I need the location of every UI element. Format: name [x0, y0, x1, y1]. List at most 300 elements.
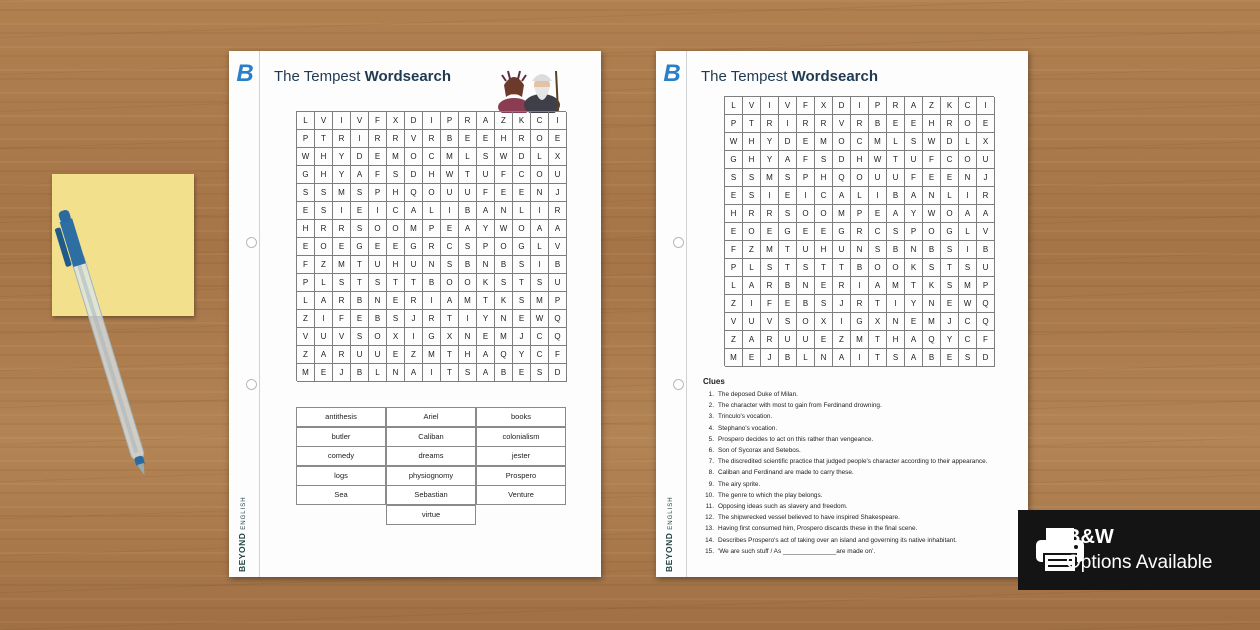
grid-cell: O: [405, 148, 423, 166]
grid-cell: U: [977, 259, 995, 277]
grid-cell: O: [959, 115, 977, 133]
clue-item: [703, 411, 1023, 422]
word-list-item: Venture: [476, 485, 566, 505]
grid-cell: F: [725, 241, 743, 259]
grid-cell: N: [531, 184, 549, 202]
brand-logo-icon: B: [236, 60, 254, 87]
grid-cell: I: [761, 97, 779, 115]
grid-cell: M: [459, 292, 477, 310]
grid-cell: F: [797, 97, 815, 115]
grid-cell: E: [743, 349, 761, 367]
grid-cell: U: [743, 313, 761, 331]
grid-cell: A: [531, 220, 549, 238]
grid-cell: H: [387, 184, 405, 202]
clue-text: The airy sprite.: [718, 480, 761, 488]
grid-cell: E: [815, 331, 833, 349]
grid-cell: E: [351, 310, 369, 328]
grid-cell: C: [531, 346, 549, 364]
grid-cell: B: [977, 241, 995, 259]
clue-item: [703, 434, 1023, 445]
grid-cell: W: [495, 148, 513, 166]
grid-cell: L: [297, 112, 315, 130]
clue-number: 10.: [705, 491, 714, 499]
grid-cell: M: [959, 277, 977, 295]
grid-cell: P: [441, 112, 459, 130]
grid-cell: S: [351, 328, 369, 346]
grid-cell: B: [369, 310, 387, 328]
letter-grid: [724, 96, 994, 366]
grid-cell: C: [959, 313, 977, 331]
grid-cell: D: [549, 364, 567, 382]
grid-cell: M: [887, 277, 905, 295]
grid-cell: D: [833, 97, 851, 115]
grid-cell: J: [405, 310, 423, 328]
grid-cell: W: [531, 310, 549, 328]
grid-cell: N: [923, 187, 941, 205]
grid-cell: I: [851, 277, 869, 295]
grid-cell: A: [833, 349, 851, 367]
grid-cell: R: [333, 130, 351, 148]
grid-cell: Z: [297, 346, 315, 364]
grid-cell: N: [887, 313, 905, 331]
clue-item: [703, 479, 1023, 490]
word-list-item: Prospero: [476, 466, 566, 486]
grid-cell: O: [369, 220, 387, 238]
grid-cell: M: [869, 133, 887, 151]
grid-cell: C: [531, 328, 549, 346]
grid-cell: Z: [743, 241, 761, 259]
grid-cell: O: [531, 166, 549, 184]
grid-cell: F: [495, 166, 513, 184]
grid-cell: E: [869, 205, 887, 223]
grid-cell: E: [905, 313, 923, 331]
grid-cell: X: [387, 328, 405, 346]
grid-cell: F: [297, 256, 315, 274]
grid-cell: A: [779, 151, 797, 169]
grid-cell: R: [941, 115, 959, 133]
grid-cell: R: [513, 130, 531, 148]
grid-cell: H: [459, 346, 477, 364]
clue-number: 8.: [708, 469, 714, 477]
grid-cell: O: [887, 259, 905, 277]
grid-cell: O: [459, 274, 477, 292]
grid-cell: I: [333, 112, 351, 130]
grid-cell: M: [333, 184, 351, 202]
grid-cell: H: [851, 151, 869, 169]
grid-cell: M: [923, 313, 941, 331]
grid-cell: O: [869, 259, 887, 277]
grid-cell: S: [531, 274, 549, 292]
grid-cell: H: [387, 256, 405, 274]
grid-cell: B: [779, 349, 797, 367]
punch-hole: [673, 379, 684, 390]
grid-cell: I: [833, 313, 851, 331]
grid-cell: I: [869, 187, 887, 205]
grid-cell: S: [743, 187, 761, 205]
grid-cell: Y: [513, 346, 531, 364]
clue-number: 2.: [708, 402, 714, 410]
grid-cell: E: [387, 292, 405, 310]
grid-cell: I: [959, 241, 977, 259]
grid-cell: A: [441, 292, 459, 310]
grid-cell: Z: [923, 97, 941, 115]
grid-cell: S: [779, 313, 797, 331]
grid-cell: H: [495, 130, 513, 148]
grid-cell: I: [779, 115, 797, 133]
word-list-item: physiognomy: [386, 466, 476, 486]
grid-cell: A: [405, 202, 423, 220]
grid-cell: T: [441, 310, 459, 328]
grid-cell: L: [941, 187, 959, 205]
word-list-item: butler: [296, 427, 386, 447]
grid-cell: J: [761, 349, 779, 367]
grid-cell: B: [495, 256, 513, 274]
worksheet-page-bw: [656, 51, 1028, 577]
grid-cell: B: [423, 274, 441, 292]
grid-cell: E: [387, 346, 405, 364]
grid-cell: U: [351, 346, 369, 364]
grid-cell: D: [405, 112, 423, 130]
word-list-item: books: [476, 407, 566, 427]
grid-cell: P: [477, 238, 495, 256]
grid-cell: N: [923, 295, 941, 313]
brand-side-text: BEYOND ENGLISH: [664, 496, 674, 572]
grid-cell: S: [459, 238, 477, 256]
grid-cell: S: [441, 256, 459, 274]
grid-cell: W: [923, 205, 941, 223]
grid-cell: E: [797, 223, 815, 241]
grid-cell: U: [797, 331, 815, 349]
grid-cell: B: [869, 115, 887, 133]
grid-cell: N: [797, 277, 815, 295]
grid-cell: W: [725, 133, 743, 151]
grid-cell: U: [369, 256, 387, 274]
grid-cell: E: [369, 148, 387, 166]
punch-hole: [246, 379, 257, 390]
grid-cell: B: [351, 364, 369, 382]
clue-number: 11.: [705, 503, 714, 511]
grid-cell: O: [315, 238, 333, 256]
grid-cell: D: [779, 133, 797, 151]
grid-cell: P: [423, 220, 441, 238]
clue-text: The character with most to gain from Ferdinand drowning.: [718, 402, 882, 410]
page-title: The Tempest Wordsearch: [274, 68, 452, 85]
grid-cell: I: [531, 256, 549, 274]
grid-cell: G: [405, 238, 423, 256]
grid-cell: S: [315, 202, 333, 220]
grid-cell: M: [725, 349, 743, 367]
grid-cell: Y: [477, 310, 495, 328]
grid-cell: I: [315, 310, 333, 328]
grid-cell: O: [923, 223, 941, 241]
grid-cell: I: [851, 97, 869, 115]
grid-cell: L: [959, 133, 977, 151]
grid-cell: G: [351, 238, 369, 256]
grid-cell: F: [761, 295, 779, 313]
grid-cell: R: [761, 331, 779, 349]
grid-cell: A: [549, 220, 567, 238]
grid-cell: H: [297, 220, 315, 238]
grid-cell: E: [815, 277, 833, 295]
grid-cell: A: [315, 292, 333, 310]
grid-cell: Z: [405, 346, 423, 364]
grid-cell: B: [495, 364, 513, 382]
grid-cell: U: [887, 169, 905, 187]
grid-cell: S: [779, 169, 797, 187]
grid-cell: J: [833, 295, 851, 313]
grid-cell: M: [297, 364, 315, 382]
grid-cell: S: [959, 259, 977, 277]
grid-cell: B: [549, 256, 567, 274]
grid-cell: S: [959, 349, 977, 367]
grid-cell: P: [869, 97, 887, 115]
grid-cell: S: [387, 166, 405, 184]
grid-cell: L: [887, 133, 905, 151]
grid-cell: E: [513, 310, 531, 328]
grid-cell: T: [869, 331, 887, 349]
worksheet-page-colour: [229, 51, 601, 577]
grid-cell: G: [297, 166, 315, 184]
grid-cell: P: [797, 169, 815, 187]
grid-cell: T: [887, 151, 905, 169]
grid-cell: C: [959, 97, 977, 115]
grid-cell: X: [549, 148, 567, 166]
clue-item: [703, 535, 1023, 546]
clue-item: [703, 523, 1023, 534]
grid-cell: W: [869, 151, 887, 169]
clue-text: Trinculo's vocation.: [718, 413, 773, 421]
grid-cell: R: [761, 277, 779, 295]
grid-cell: Y: [761, 133, 779, 151]
grid-cell: S: [761, 259, 779, 277]
grid-cell: A: [477, 364, 495, 382]
grid-cell: O: [851, 169, 869, 187]
clue-text: 'We are such stuff / As _______________are made on'.: [718, 547, 876, 555]
grid-cell: B: [887, 187, 905, 205]
grid-cell: R: [851, 223, 869, 241]
grid-cell: L: [423, 202, 441, 220]
grid-cell: S: [495, 274, 513, 292]
punch-hole: [673, 237, 684, 248]
grid-cell: D: [977, 349, 995, 367]
grid-cell: U: [905, 151, 923, 169]
grid-cell: N: [495, 310, 513, 328]
grid-cell: A: [905, 187, 923, 205]
grid-cell: Y: [333, 148, 351, 166]
clue-text: The discredited scientific practice that judged people's character according to their appearance.: [718, 458, 988, 466]
grid-cell: J: [941, 313, 959, 331]
grid-cell: G: [779, 223, 797, 241]
grid-cell: E: [779, 295, 797, 313]
grid-cell: O: [423, 184, 441, 202]
grid-cell: U: [549, 166, 567, 184]
word-list-item: Sebastian: [386, 485, 476, 505]
grid-cell: P: [297, 130, 315, 148]
grid-cell: O: [797, 313, 815, 331]
grid-cell: E: [815, 223, 833, 241]
grid-cell: S: [513, 256, 531, 274]
grid-cell: L: [797, 349, 815, 367]
grid-cell: N: [459, 328, 477, 346]
grid-cell: M: [495, 328, 513, 346]
grid-cell: H: [923, 115, 941, 133]
grid-cell: R: [405, 292, 423, 310]
grid-cell: R: [423, 238, 441, 256]
grid-cell: D: [513, 148, 531, 166]
grid-cell: F: [905, 169, 923, 187]
grid-cell: H: [743, 151, 761, 169]
grid-cell: I: [441, 202, 459, 220]
clue-text: Caliban and Ferdinand are made to carry these.: [718, 469, 854, 477]
grid-cell: C: [441, 238, 459, 256]
grid-cell: A: [459, 220, 477, 238]
grid-cell: V: [977, 223, 995, 241]
grid-cell: J: [977, 169, 995, 187]
grid-cell: V: [297, 328, 315, 346]
grid-cell: B: [351, 292, 369, 310]
grid-cell: A: [905, 331, 923, 349]
grid-cell: C: [423, 148, 441, 166]
word-list-item: colonialism: [476, 427, 566, 447]
grid-cell: U: [369, 346, 387, 364]
grid-cell: M: [423, 346, 441, 364]
grid-cell: S: [369, 274, 387, 292]
grid-cell: K: [477, 274, 495, 292]
grid-cell: U: [869, 169, 887, 187]
grid-cell: T: [387, 274, 405, 292]
grid-cell: J: [549, 184, 567, 202]
grid-cell: P: [725, 115, 743, 133]
grid-cell: I: [423, 364, 441, 382]
grid-cell: Z: [833, 331, 851, 349]
grid-cell: U: [797, 241, 815, 259]
grid-cell: O: [441, 274, 459, 292]
grid-cell: S: [387, 310, 405, 328]
grid-cell: A: [905, 349, 923, 367]
clues-heading: Clues: [703, 377, 725, 386]
grid-cell: D: [351, 148, 369, 166]
grid-cell: V: [743, 97, 761, 115]
grid-cell: R: [549, 202, 567, 220]
grid-cell: G: [423, 328, 441, 346]
clue-item: [703, 456, 1023, 467]
clue-text: The shipwrecked vessel believed to have inspired Shakespeare.: [718, 514, 900, 522]
grid-cell: A: [405, 364, 423, 382]
clue-number: 1.: [708, 391, 714, 398]
clue-text: Prospero decides to act on this rather than vengeance.: [718, 435, 874, 443]
grid-cell: E: [941, 295, 959, 313]
grid-cell: T: [833, 259, 851, 277]
grid-cell: S: [779, 205, 797, 223]
grid-cell: T: [441, 346, 459, 364]
grid-cell: E: [941, 169, 959, 187]
grid-cell: I: [531, 202, 549, 220]
grid-cell: L: [459, 148, 477, 166]
grid-cell: S: [477, 148, 495, 166]
grid-cell: H: [315, 148, 333, 166]
grid-cell: S: [459, 364, 477, 382]
grid-cell: R: [333, 346, 351, 364]
grid-cell: K: [941, 97, 959, 115]
clue-number: 14.: [705, 536, 714, 544]
clue-number: 13.: [705, 525, 714, 533]
grid-cell: W: [441, 166, 459, 184]
word-list-item: Sea: [296, 485, 386, 505]
grid-cell: S: [315, 184, 333, 202]
grid-cell: N: [387, 364, 405, 382]
grid-cell: R: [815, 115, 833, 133]
clue-text: Opposing ideas such as slavery and freedom.: [718, 503, 848, 511]
grid-cell: I: [549, 112, 567, 130]
clue-text: Son of Sycorax and Setebos.: [718, 447, 801, 455]
grid-cell: C: [513, 166, 531, 184]
grid-cell: A: [869, 277, 887, 295]
grid-cell: A: [351, 166, 369, 184]
grid-cell: E: [315, 364, 333, 382]
grid-cell: R: [887, 97, 905, 115]
grid-cell: Z: [725, 331, 743, 349]
grid-cell: N: [369, 292, 387, 310]
grid-cell: S: [531, 364, 549, 382]
grid-cell: V: [333, 328, 351, 346]
grid-cell: Y: [941, 331, 959, 349]
grid-cell: M: [815, 133, 833, 151]
grid-cell: E: [725, 187, 743, 205]
grid-cell: E: [495, 184, 513, 202]
clue-item: [703, 445, 1023, 456]
grid-cell: H: [725, 205, 743, 223]
grid-cell: B: [887, 241, 905, 259]
clue-number: 15.: [705, 547, 714, 555]
grid-cell: O: [495, 238, 513, 256]
grid-cell: X: [977, 133, 995, 151]
grid-cell: I: [351, 130, 369, 148]
clue-item: [703, 423, 1023, 434]
grid-cell: E: [333, 238, 351, 256]
grid-cell: P: [905, 223, 923, 241]
grid-cell: A: [743, 331, 761, 349]
grid-cell: Y: [477, 220, 495, 238]
grid-cell: O: [833, 133, 851, 151]
grid-cell: L: [315, 274, 333, 292]
word-list-item: logs: [296, 466, 386, 486]
grid-cell: S: [513, 292, 531, 310]
grid-cell: E: [297, 238, 315, 256]
grid-cell: R: [743, 205, 761, 223]
grid-cell: Q: [549, 310, 567, 328]
brand-logo-icon: B: [663, 60, 681, 87]
punch-hole: [246, 237, 257, 248]
grid-cell: V: [549, 238, 567, 256]
grid-cell: P: [977, 277, 995, 295]
brand-side-text: BEYOND ENGLISH: [237, 496, 247, 572]
grid-cell: H: [815, 169, 833, 187]
grid-cell: M: [761, 169, 779, 187]
grid-cell: T: [513, 274, 531, 292]
grid-cell: O: [743, 223, 761, 241]
character-illustration: [492, 67, 564, 113]
grid-cell: Q: [977, 295, 995, 313]
grid-cell: F: [477, 184, 495, 202]
grid-cell: E: [797, 133, 815, 151]
grid-cell: T: [477, 292, 495, 310]
grid-cell: Q: [923, 331, 941, 349]
grid-cell: E: [725, 223, 743, 241]
grid-cell: E: [441, 220, 459, 238]
grid-cell: V: [315, 112, 333, 130]
grid-cell: W: [959, 295, 977, 313]
grid-cell: K: [513, 112, 531, 130]
